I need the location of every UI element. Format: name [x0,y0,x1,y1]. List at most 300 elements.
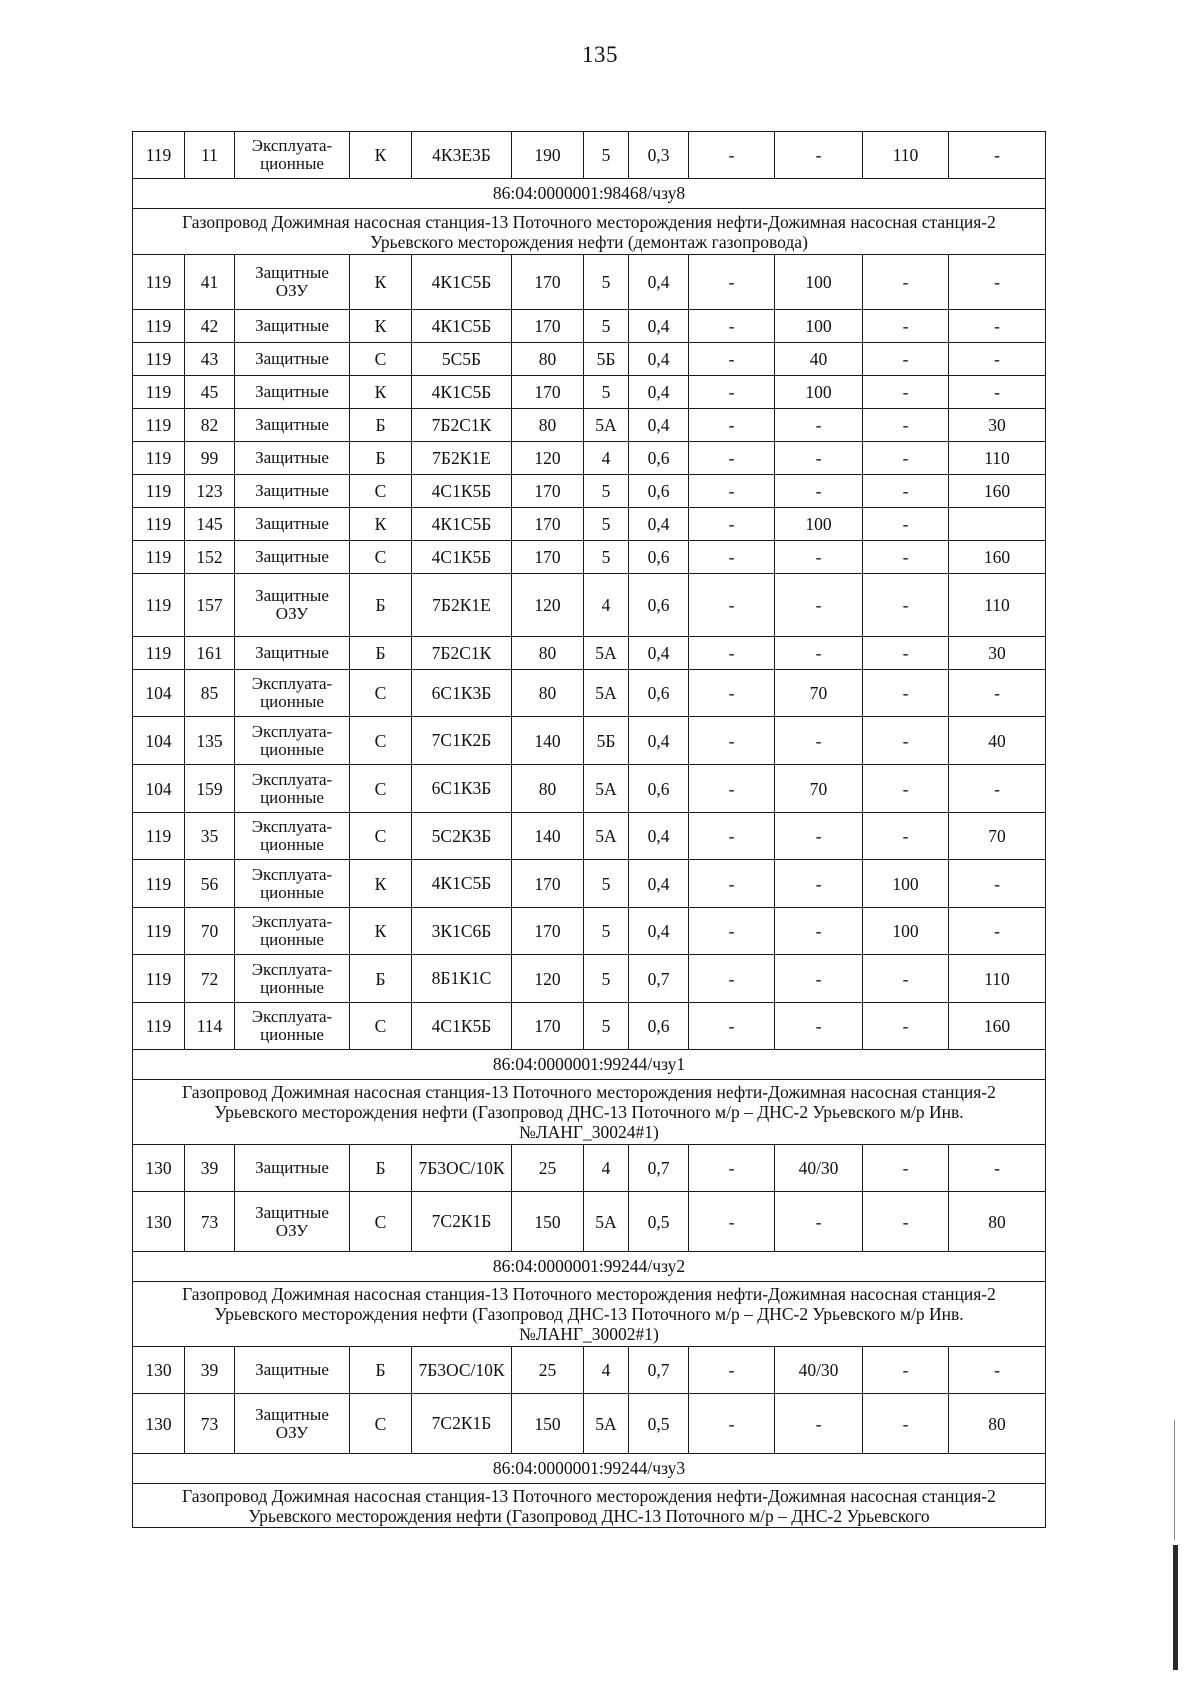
cell-col-12: - [949,1347,1046,1394]
cell-col-12: - [949,860,1046,908]
cadastral-number: 86:04:0000001:98468/чзу8 [133,179,1046,209]
cell-forest-type: Б [350,409,412,442]
cell-category: Защитные [235,442,350,475]
cell-composition: 4К1С5Б [412,860,512,908]
cell-category: Эксплуата-ционные [235,765,350,813]
cadastral-number: 86:04:0000001:99244/чзу3 [133,1454,1046,1484]
cell-col-10: - [775,637,863,670]
cell-age: 170 [512,376,584,409]
table-row [133,765,1046,813]
cell-plot: 82 [185,409,235,442]
cell-forest-type: Б [350,637,412,670]
cell-composition: 5С2К3Б [412,813,512,860]
section-description: Газопровод Дожимная насосная станция-13 Поточного месторождения нефти-Дожимная насосная станция-2 Урьевского месторождения нефти (Газопровод ДНС-13 Поточного м/р – ДНС-2 Урьевского [133,1484,1046,1528]
table-row [133,343,1046,376]
cell-class: 5А [584,1192,629,1252]
cell-forest-type: К [350,908,412,955]
cell-forest-type: К [350,376,412,409]
cell-col-11: - [863,813,949,860]
cell-composition: 4С1К5Б [412,541,512,574]
cell-quarter: 119 [133,860,185,908]
table-row [133,813,1046,860]
table-row [133,717,1046,765]
cell-composition: 7Б2К1Е [412,442,512,475]
table-body [133,132,1046,1528]
cell-col-9: - [689,908,775,955]
cell-density: 0,4 [629,343,689,376]
cell-plot: 123 [185,475,235,508]
cell-col-11: - [863,343,949,376]
cell-age: 170 [512,908,584,955]
cell-plot: 152 [185,541,235,574]
cell-quarter: 119 [133,409,185,442]
cell-class: 5 [584,132,629,179]
cell-class: 5 [584,475,629,508]
cell-category: Защитные [235,409,350,442]
cell-col-10: 40/30 [775,1145,863,1192]
cell-col-12: - [949,765,1046,813]
cell-col-10: - [775,813,863,860]
cell-col-11: - [863,955,949,1003]
table-row [133,409,1046,442]
cell-age: 120 [512,955,584,1003]
cell-class: 5А [584,813,629,860]
cell-class: 5 [584,508,629,541]
cell-col-12: 160 [949,541,1046,574]
table-row [133,1347,1046,1394]
cell-class: 5А [584,637,629,670]
cell-density: 0,4 [629,637,689,670]
cell-col-10: 100 [775,508,863,541]
cell-col-11: 100 [863,908,949,955]
cell-quarter: 119 [133,343,185,376]
cell-density: 0,6 [629,1003,689,1050]
cell-col-12: 70 [949,813,1046,860]
cell-forest-type: Б [350,442,412,475]
cell-col-10: 40 [775,343,863,376]
page-number: 135 [582,42,618,67]
cell-col-11: - [863,376,949,409]
cell-col-10: 100 [775,310,863,343]
cell-col-11: - [863,1003,949,1050]
cell-composition: 4К1С5Б [412,376,512,409]
cell-age: 80 [512,343,584,376]
cell-forest-type: С [350,717,412,765]
cell-category: Эксплуата-ционные [235,908,350,955]
cell-col-9: - [689,541,775,574]
cell-col-10: - [775,717,863,765]
cell-col-11: - [863,1145,949,1192]
cadastral-number-row [133,179,1046,209]
cell-forest-type: Б [350,574,412,637]
cell-category: Эксплуата-ционные [235,860,350,908]
section-description: Газопровод Дожимная насосная станция-13 Поточного месторождения нефти-Дожимная насосная станция-2 Урьевского месторождения нефти (Газопровод ДНС-13 Поточного м/р – ДНС-2 Урьевского м/р Инв. №ЛАНГ_30024#1) [133,1080,1046,1145]
cell-age: 170 [512,475,584,508]
cell-forest-type: Б [350,1145,412,1192]
cell-col-12: 80 [949,1192,1046,1252]
cell-col-11: - [863,255,949,310]
cell-col-9: - [689,1394,775,1454]
cell-forest-type: С [350,1003,412,1050]
cell-quarter: 119 [133,813,185,860]
cell-col-10: - [775,574,863,637]
cell-class: 5А [584,1394,629,1454]
cell-class: 5Б [584,343,629,376]
cell-col-10: - [775,409,863,442]
cell-composition: 4К1С5Б [412,255,512,310]
cell-density: 0,4 [629,508,689,541]
cell-category: Эксплуата-ционные [235,955,350,1003]
cell-age: 80 [512,670,584,717]
cell-plot: 99 [185,442,235,475]
cell-col-9: - [689,1003,775,1050]
cell-category: Защитные ОЗУ [235,574,350,637]
cell-col-11: - [863,508,949,541]
table-row [133,376,1046,409]
cell-col-11: - [863,409,949,442]
cell-col-11: - [863,1394,949,1454]
section-description: Газопровод Дожимная насосная станция-13 Поточного месторождения нефти-Дожимная насосная станция-2 Урьевского месторождения нефти (Газопровод ДНС-13 Поточного м/р – ДНС-2 Урьевского м/р Инв. №ЛАНГ_30002#1) [133,1282,1046,1347]
cadastral-number-row [133,1252,1046,1282]
cell-composition: 4С1К5Б [412,475,512,508]
cell-age: 80 [512,409,584,442]
cell-category: Защитные [235,310,350,343]
cell-col-9: - [689,955,775,1003]
cell-density: 0,3 [629,132,689,179]
cell-col-12: 30 [949,409,1046,442]
cell-density: 0,4 [629,860,689,908]
cell-plot: 39 [185,1145,235,1192]
cell-forest-type: С [350,765,412,813]
cell-composition: 7С2К1Б [412,1394,512,1454]
cell-class: 5 [584,541,629,574]
cell-forest-type: Б [350,955,412,1003]
cell-composition: 7С1К2Б [412,717,512,765]
table-row [133,860,1046,908]
cell-category: Защитные [235,1145,350,1192]
cell-forest-type: С [350,670,412,717]
cell-col-11: - [863,574,949,637]
cell-age: 190 [512,132,584,179]
cell-col-9: - [689,1192,775,1252]
cell-col-12: - [949,908,1046,955]
cell-col-9: - [689,442,775,475]
cell-composition: 7С2К1Б [412,1192,512,1252]
table-row [133,1145,1046,1192]
cell-col-9: - [689,670,775,717]
cell-forest-type: К [350,860,412,908]
cell-age: 170 [512,860,584,908]
cell-col-12: 110 [949,442,1046,475]
cell-density: 0,5 [629,1394,689,1454]
cell-age: 25 [512,1347,584,1394]
cell-class: 5 [584,955,629,1003]
cell-density: 0,4 [629,376,689,409]
cell-col-10: 70 [775,670,863,717]
cell-plot: 35 [185,813,235,860]
cell-quarter: 119 [133,908,185,955]
cell-composition: 7Б3ОС/10К [412,1347,512,1394]
cell-age: 170 [512,541,584,574]
cell-col-10: - [775,1192,863,1252]
cell-composition: 3К1С6Б [412,908,512,955]
cell-age: 120 [512,574,584,637]
cell-class: 5 [584,860,629,908]
cell-col-11: 110 [863,132,949,179]
cell-col-9: - [689,343,775,376]
cell-age: 80 [512,637,584,670]
cell-col-9: - [689,255,775,310]
cell-col-10: 70 [775,765,863,813]
cell-category: Эксплуата-ционные [235,717,350,765]
table-row [133,508,1046,541]
cell-col-9: - [689,765,775,813]
cell-plot: 73 [185,1394,235,1454]
cell-class: 4 [584,1145,629,1192]
cell-quarter: 119 [133,637,185,670]
table-row [133,574,1046,637]
cell-class: 5А [584,670,629,717]
cell-col-12: 110 [949,574,1046,637]
cell-class: 5 [584,255,629,310]
cell-plot: 11 [185,132,235,179]
cell-quarter: 119 [133,132,185,179]
cell-category: Эксплуата-ционные [235,132,350,179]
cell-col-10: 100 [775,255,863,310]
cell-col-12: 160 [949,1003,1046,1050]
table-row [133,132,1046,179]
cell-col-12: 110 [949,955,1046,1003]
cell-category: Защитные [235,637,350,670]
cell-class: 5 [584,310,629,343]
cell-col-11: - [863,717,949,765]
table-row [133,1003,1046,1050]
cell-col-10: - [775,1003,863,1050]
cell-density: 0,6 [629,442,689,475]
cell-age: 25 [512,1145,584,1192]
section-description: Газопровод Дожимная насосная станция-13 Поточного месторождения нефти-Дожимная насосная станция-2 Урьевского месторождения нефти (демонтаж газопровода) [133,209,1046,255]
cell-class: 5 [584,376,629,409]
cell-category: Защитные [235,1347,350,1394]
cell-category: Защитные [235,475,350,508]
cell-col-9: - [689,310,775,343]
cell-age: 140 [512,717,584,765]
cell-quarter: 104 [133,765,185,813]
cell-composition: 7Б3ОС/10К [412,1145,512,1192]
cadastral-number-row [133,1050,1046,1080]
description-row [133,1484,1046,1528]
cell-quarter: 119 [133,475,185,508]
cell-class: 5А [584,765,629,813]
cell-category: Защитные [235,376,350,409]
cell-class: 4 [584,1347,629,1394]
cell-quarter: 119 [133,310,185,343]
table-row [133,637,1046,670]
cell-forest-type: С [350,1394,412,1454]
cell-col-10: 100 [775,376,863,409]
cell-quarter: 130 [133,1192,185,1252]
cell-density: 0,7 [629,1145,689,1192]
table-row [133,955,1046,1003]
cell-col-11: - [863,637,949,670]
cell-plot: 45 [185,376,235,409]
cell-col-10: - [775,132,863,179]
cell-plot: 157 [185,574,235,637]
table-row [133,475,1046,508]
cell-col-11: - [863,670,949,717]
cell-quarter: 119 [133,376,185,409]
cell-col-12: 80 [949,1394,1046,1454]
cell-col-12: - [949,1145,1046,1192]
cell-col-9: - [689,574,775,637]
cell-quarter: 130 [133,1394,185,1454]
cell-age: 170 [512,255,584,310]
cell-density: 0,6 [629,574,689,637]
cell-category: Защитные [235,343,350,376]
cell-col-11: - [863,1347,949,1394]
cell-col-12: 160 [949,475,1046,508]
cell-composition: 6С1К3Б [412,670,512,717]
cell-plot: 43 [185,343,235,376]
cell-col-9: - [689,1347,775,1394]
cell-category: Защитные ОЗУ [235,1192,350,1252]
cell-composition: 7Б2С1К [412,637,512,670]
cell-plot: 41 [185,255,235,310]
cell-quarter: 119 [133,442,185,475]
cell-plot: 70 [185,908,235,955]
cell-col-9: - [689,508,775,541]
cell-age: 150 [512,1192,584,1252]
scan-edge-mark [1173,1545,1178,1670]
cell-plot: 72 [185,955,235,1003]
cell-class: 5 [584,1003,629,1050]
cell-plot: 135 [185,717,235,765]
cell-forest-type: С [350,541,412,574]
cell-category: Эксплуата-ционные [235,813,350,860]
cell-col-12: - [949,255,1046,310]
cell-class: 5Б [584,717,629,765]
cell-density: 0,4 [629,908,689,955]
table-row [133,908,1046,955]
cell-category: Эксплуата-ционные [235,670,350,717]
cell-plot: 39 [185,1347,235,1394]
cell-col-12: - [949,376,1046,409]
cell-age: 150 [512,1394,584,1454]
cell-composition: 7Б2К1Е [412,574,512,637]
cell-age: 170 [512,1003,584,1050]
cell-category: Эксплуата-ционные [235,1003,350,1050]
description-row [133,1282,1046,1347]
cell-category: Защитные [235,541,350,574]
cell-quarter: 104 [133,670,185,717]
cell-col-11: - [863,541,949,574]
cadastral-number: 86:04:0000001:99244/чзу1 [133,1050,1046,1080]
cell-composition: 4К1С5Б [412,508,512,541]
cell-forest-type: Б [350,1347,412,1394]
cell-forest-type: С [350,813,412,860]
cell-col-11: - [863,1192,949,1252]
cell-category: Защитные [235,508,350,541]
cell-plot: 161 [185,637,235,670]
cell-age: 120 [512,442,584,475]
cell-forest-type: К [350,255,412,310]
table-row [133,1192,1046,1252]
cell-col-10: 40/30 [775,1347,863,1394]
cell-col-9: - [689,132,775,179]
forest-plots-table [132,131,1046,1528]
cell-quarter: 119 [133,255,185,310]
cell-forest-type: К [350,508,412,541]
cell-composition: 6С1К3Б [412,765,512,813]
cell-col-11: - [863,765,949,813]
cell-composition: 8Б1К1С [412,955,512,1003]
cell-category: Защитные ОЗУ [235,255,350,310]
cell-quarter: 119 [133,574,185,637]
cell-density: 0,6 [629,541,689,574]
cell-density: 0,4 [629,813,689,860]
cell-col-12: - [949,670,1046,717]
cell-col-9: - [689,813,775,860]
description-row [133,209,1046,255]
cell-composition: 5С5Б [412,343,512,376]
cell-age: 170 [512,310,584,343]
cell-forest-type: К [350,310,412,343]
table-row [133,1394,1046,1454]
cell-density: 0,5 [629,1192,689,1252]
cell-forest-type: С [350,1192,412,1252]
cell-composition: 4К1С5Б [412,310,512,343]
cell-col-9: - [689,860,775,908]
cell-col-12 [949,508,1046,541]
cell-col-10: - [775,908,863,955]
cell-col-10: - [775,475,863,508]
cell-col-10: - [775,955,863,1003]
cell-col-9: - [689,637,775,670]
cell-class: 4 [584,442,629,475]
cell-forest-type: К [350,132,412,179]
cell-col-10: - [775,1394,863,1454]
cell-density: 0,7 [629,955,689,1003]
cadastral-number-row [133,1454,1046,1484]
cell-col-9: - [689,1145,775,1192]
cell-col-12: - [949,132,1046,179]
cell-quarter: 119 [133,1003,185,1050]
cell-col-11: - [863,310,949,343]
cell-col-12: - [949,343,1046,376]
cell-col-9: - [689,409,775,442]
cell-age: 80 [512,765,584,813]
cell-quarter: 119 [133,508,185,541]
cell-plot: 56 [185,860,235,908]
cell-col-12: 30 [949,637,1046,670]
cell-col-11: - [863,442,949,475]
cell-col-11: 100 [863,860,949,908]
cell-col-10: - [775,541,863,574]
cell-quarter: 130 [133,1145,185,1192]
cell-class: 4 [584,574,629,637]
cell-quarter: 104 [133,717,185,765]
cell-plot: 145 [185,508,235,541]
cell-density: 0,4 [629,255,689,310]
cell-density: 0,6 [629,670,689,717]
table-row [133,541,1046,574]
cell-col-9: - [689,717,775,765]
cell-plot: 42 [185,310,235,343]
cell-plot: 73 [185,1192,235,1252]
cell-col-10: - [775,442,863,475]
table-row [133,670,1046,717]
cell-composition: 4С1К5Б [412,1003,512,1050]
